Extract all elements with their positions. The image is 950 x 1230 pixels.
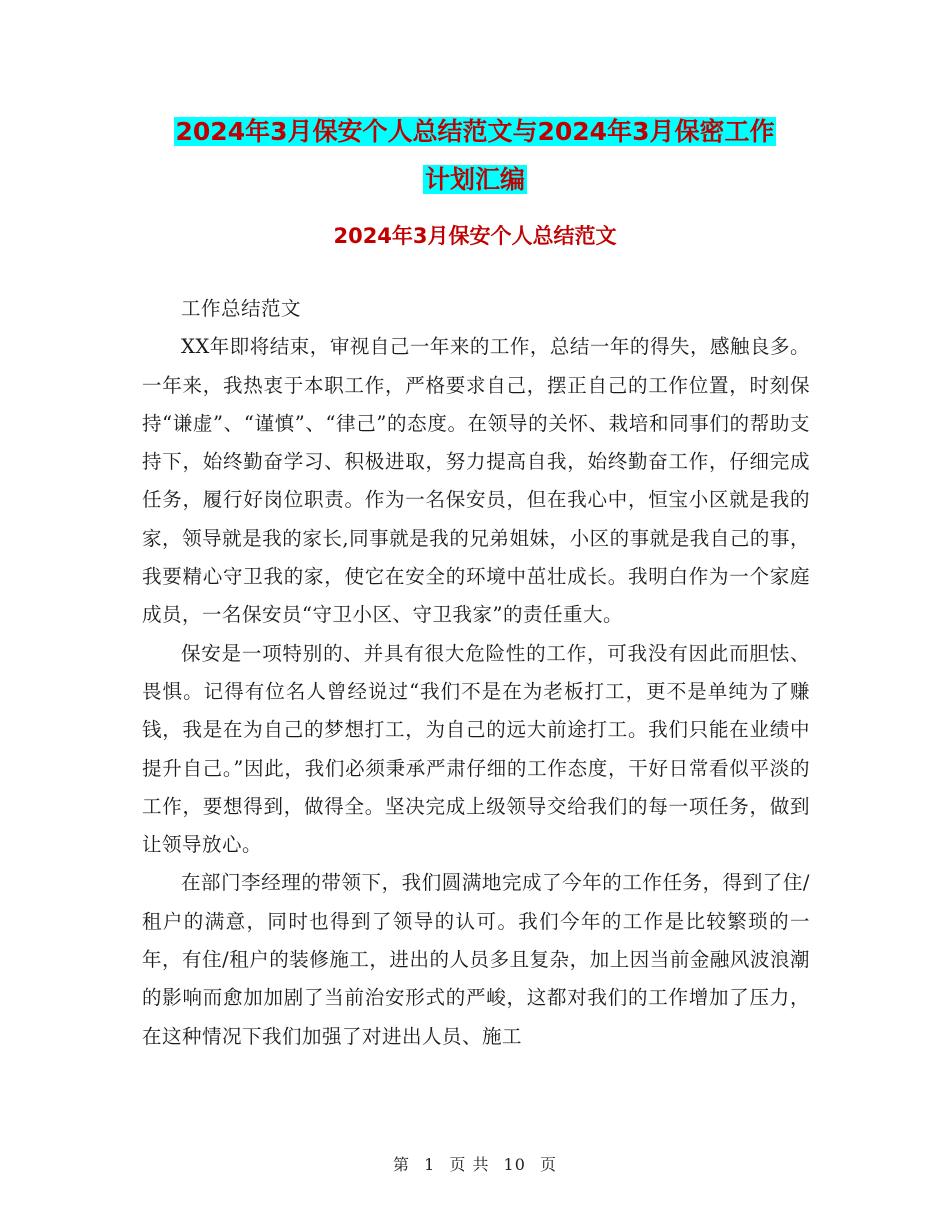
footer-mid: 页 共 [449, 1155, 490, 1174]
paragraph: 在部门李经理的带领下，我们圆满地完成了今年的工作任务，得到了住/租户的满意，同时也得到了领导的认可。我们今年的工作是比较繁琐的一年，有住/租户的装修施工，进出的人员多且复杂，加上因当前金融风波浪潮的影响而愈加加剧了当前治安形式的严峻，这都对我们的工作增加了压力，在这种情况下我们加强了对进出人员、施工 [142, 871, 810, 1048]
footer-page-number: 1 [424, 1155, 436, 1174]
paragraph: XX年即将结束，审视自己一年来的工作，总结一年的得失，感触良多。一年来，我热衷于本职工作，严格要求自己，摆正自己的工作位置，时刻保持“谦虚”、“谨慎”、“律己”的态度。在领导的关怀、栽培和同事们的帮助支持下，始终勤奋学习、积极进取，努力提高自我，始终勤奋工作，仔细完成任务，履行好岗位职责。作为一名保安员，但在我心中，恒宝小区就是我的家，领导就是我的家长,同事就是我的兄弟姐妹，小区的事就是我自己的事，我要精心守卫我的家，使它在安全的环境中茁壮成长。我明白作为一个家庭成员，一名保安员“守卫小区、守卫我家”的责任重大。 [142, 335, 810, 627]
page-footer [0, 1152, 950, 1175]
paragraph: 保安是一项特别的、并具有很大危险性的工作，可我没有因此而胆怯、畏惧。记得有位名人曾经说过“我们不是在为老板打工，更不是单纯为了赚钱，我是在为自己的梦想打工，为自己的远大前途打工。我们只能在业绩中提升自己。”因此，我们必须秉承严肃仔细的工作态度，干好日常看似平淡的工作，要想得到，做得全。坚决完成上级领导交给我们的每一项任务，做到让领导放心。 [142, 641, 810, 857]
document-title [0, 108, 950, 204]
paragraph-label: 工作总结范文 [181, 297, 302, 320]
body-text [142, 290, 810, 1056]
title-line-2: 计划汇编 [424, 165, 525, 194]
footer-total-pages: 10 [503, 1155, 526, 1174]
footer-suffix: 页 [540, 1155, 558, 1174]
footer-prefix: 第 [392, 1155, 410, 1174]
title-line-1: 2024年3月保安个人总结范文与2024年3月保密工作 [175, 117, 775, 146]
section-heading: 2024年3月保安个人总结范文 [333, 224, 617, 248]
